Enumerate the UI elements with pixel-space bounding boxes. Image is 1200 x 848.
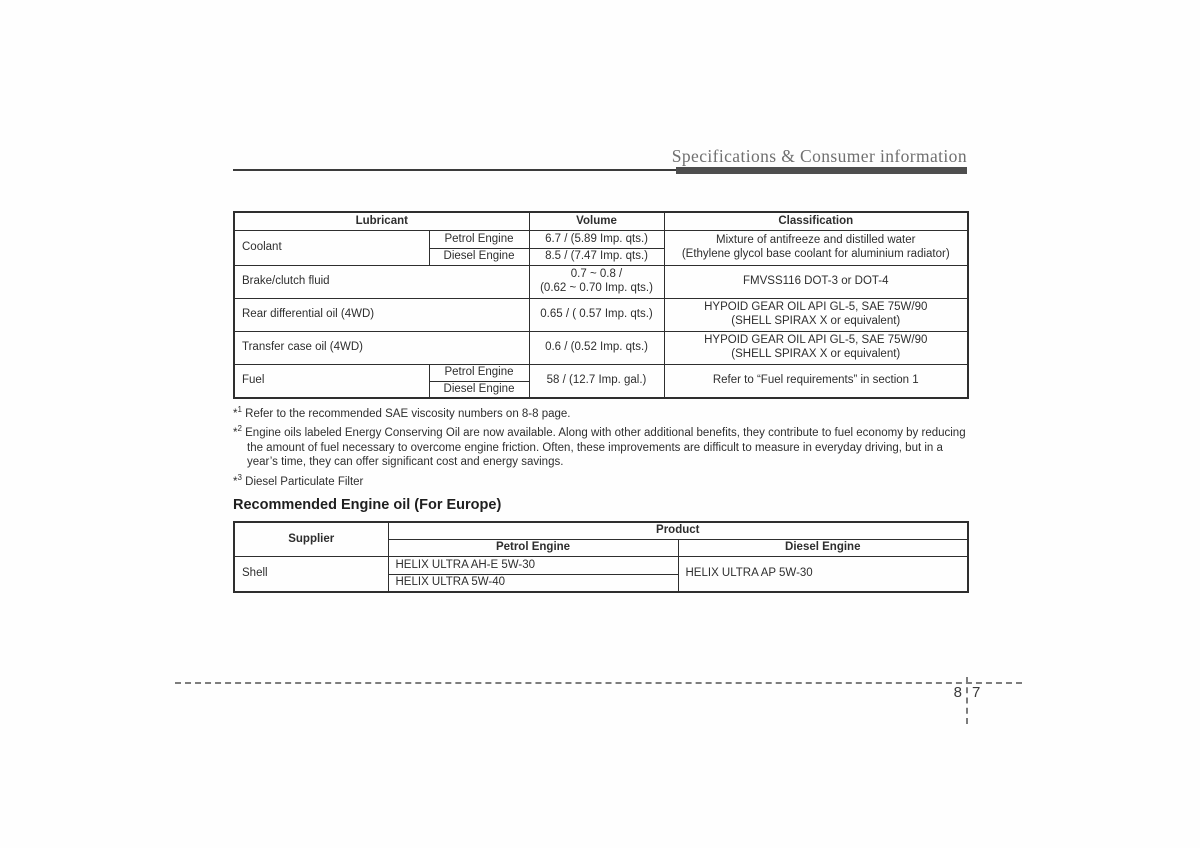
cell-fuel-classification: Refer to “Fuel requirements” in section 1 [664, 364, 968, 398]
cell-brake-label: Brake/clutch fluid [234, 265, 529, 298]
footer-dashed-line [175, 682, 1022, 684]
table-row-shell-1 [234, 556, 968, 574]
footnote-2 [233, 422, 970, 470]
engine-oil-header-row [234, 522, 968, 539]
table-row-brake-fluid [234, 265, 968, 298]
cell-shell-petrol-product-2: HELIX ULTRA 5W-40 [388, 574, 678, 592]
cell-fuel-petrol-engine: Petrol Engine [429, 364, 529, 381]
footer-page-number: 7 [972, 684, 981, 701]
footnote-1-text: Refer to the recommended SAE viscosity numbers on 8-8 page. [245, 407, 571, 420]
col-header-supplier: Supplier [234, 522, 388, 556]
footnotes [233, 403, 970, 490]
footer-page-divider-line [966, 677, 968, 724]
cell-shell-diesel-product: HELIX ULTRA AP 5W-30 [678, 556, 968, 592]
lubricant-table [233, 211, 969, 399]
brake-volume-line1: 0.7 ~ 0.8 / [570, 268, 623, 280]
rear-diff-classification-line2: (SHELL SPIRAX X or equivalent) [731, 314, 901, 327]
footnote-1 [233, 403, 970, 421]
rear-diff-classification-line1: HYPOID GEAR OIL API GL-5, SAE 75W/90 [704, 301, 928, 313]
cell-brake-volume [529, 265, 664, 298]
footnote-3 [233, 471, 970, 489]
cell-supplier-shell: Shell [234, 556, 388, 592]
cell-rear-diff-classification [664, 298, 968, 331]
cell-rear-diff-volume: 0.65 / ( 0.57 Imp. qts.) [529, 298, 664, 331]
footnote-3-marker: *$^3$ [233, 473, 242, 488]
cell-transfer-volume: 0.6 / (0.52 Imp. qts.) [529, 331, 664, 364]
cell-fuel-label: Fuel [234, 364, 429, 398]
chapter-title: Specifications & Consumer information [671, 146, 967, 166]
cell-transfer-classification [664, 331, 968, 364]
coolant-classification-line1: Mixture of antifreeze and distilled water [716, 234, 916, 246]
cell-shell-petrol-product-1: HELIX ULTRA AH-E 5W-30 [388, 556, 678, 574]
transfer-classification-line1: HYPOID GEAR OIL API GL-5, SAE 75W/90 [704, 334, 928, 346]
table-row-transfer-case [234, 331, 968, 364]
col-header-lubricant: Lubricant [234, 212, 529, 230]
table-row-fuel-petrol [234, 364, 968, 381]
cell-fuel-volume: 58 / (12.7 Imp. gal.) [529, 364, 664, 398]
engine-oil-table [233, 521, 969, 593]
footnote-1-marker: *$^1$ [233, 405, 242, 420]
cell-rear-diff-label: Rear differential oil (4WD) [234, 298, 529, 331]
footer-section-number: 8 [953, 684, 962, 701]
header-rule-thin [233, 169, 677, 171]
cell-coolant-classification [664, 230, 968, 265]
col-header-classification: Classification [664, 212, 968, 230]
cell-fuel-diesel-engine: Diesel Engine [429, 381, 529, 398]
col-header-diesel-engine: Diesel Engine [678, 539, 968, 556]
table-row-rear-differential [234, 298, 968, 331]
lubricant-table-header-row [234, 212, 968, 230]
table-row-coolant-petrol [234, 230, 968, 248]
col-header-petrol-engine: Petrol Engine [388, 539, 678, 556]
section-heading-recommended-engine-oil: Recommended Engine oil (For Europe) [233, 497, 502, 513]
coolant-classification-line2: (Ethylene glycol base coolant for aluminium radiator) [681, 247, 950, 260]
cell-transfer-label: Transfer case oil (4WD) [234, 331, 529, 364]
header-rule-thick [676, 167, 967, 174]
footnote-3-text: Diesel Particulate Filter [245, 475, 364, 488]
cell-coolant-diesel-engine: Diesel Engine [429, 248, 529, 265]
col-header-product: Product [388, 522, 968, 539]
cell-brake-classification: FMVSS116 DOT-3 or DOT-4 [664, 265, 968, 298]
cell-coolant-petrol-volume: 6.7 / (5.89 Imp. qts.) [529, 230, 664, 248]
brake-volume-line2: (0.62 ~ 0.70 Imp. qts.) [540, 281, 653, 294]
footnote-2-text: Engine oils labeled Energy Conserving Oil are now available. Along with other additional benefits, they contribute to fuel economy by reducing the amount of fuel necessary to overcome engine friction. Often, these improvements are difficult to measure in everyday driving, but in a year’s time, they can offer significant cost and energy savings. [245, 427, 966, 469]
footnote-2-marker: *$^2$ [233, 424, 242, 440]
cell-coolant-diesel-volume: 8.5 / (7.47 Imp. qts.) [529, 248, 664, 265]
transfer-classification-line2: (SHELL SPIRAX X or equivalent) [731, 347, 901, 360]
col-header-volume: Volume [529, 212, 664, 230]
cell-coolant-petrol-engine: Petrol Engine [429, 230, 529, 248]
cell-coolant-label: Coolant [234, 230, 429, 265]
